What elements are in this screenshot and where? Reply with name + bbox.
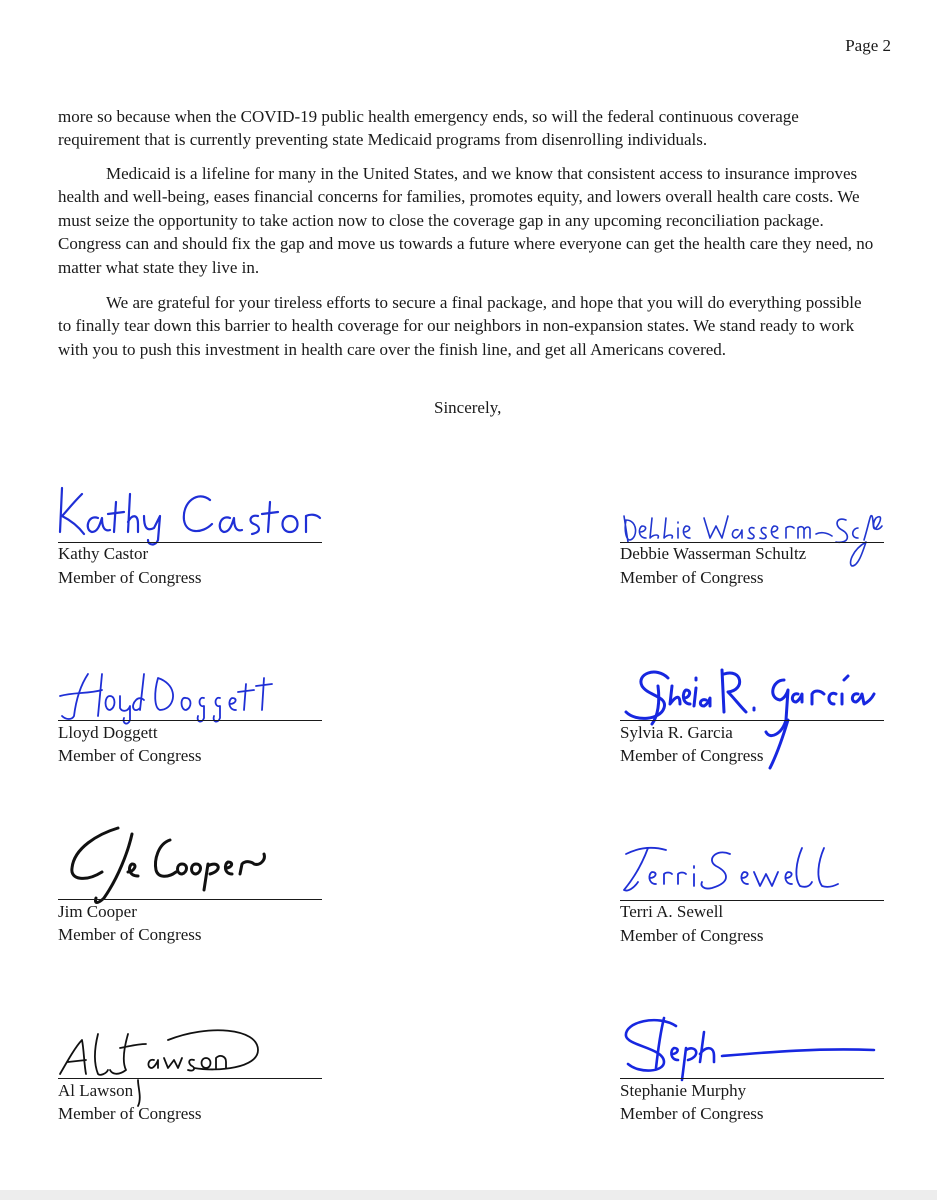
signature-line: [620, 900, 884, 901]
signature-line: [620, 542, 884, 543]
signature-block-cooper: [58, 820, 328, 960]
signatory-title: Member of Congress: [58, 925, 202, 944]
signatory-name: Lloyd Doggett: [58, 723, 158, 742]
signature-lawson-icon: [58, 1020, 328, 1082]
signature-block-wasserman-schultz: [620, 480, 890, 620]
paragraph-gratitude: We are grateful for your tireless efforts to secure a final package, and hope that you will do everything possible to finally tear down this barrier to health coverage for our neighbors in non-expansion states. We stand ready to work with you to push this investment in health care over the finish line, and get all Americans covered.: [58, 293, 862, 359]
signatory-name: Al Lawson: [58, 1081, 134, 1100]
signature-line: [58, 899, 322, 900]
page-bottom-edge: [0, 1190, 937, 1200]
signature-line: [620, 1078, 884, 1079]
signature-block-castor: [58, 480, 328, 620]
signatory-name: Kathy Castor: [58, 544, 149, 563]
signatory-title: Member of Congress: [620, 568, 764, 587]
signatory-title: Member of Congress: [58, 746, 202, 765]
signature-block-lawson: [58, 1020, 328, 1160]
signature-cooper-icon: [58, 820, 328, 910]
signature-castor-icon: [58, 480, 328, 542]
signatory-name: Terri A. Sewell: [620, 902, 724, 921]
closing-salutation: Sincerely,: [434, 398, 502, 417]
signatory-title: Member of Congress: [620, 746, 764, 765]
signatory-name: Debbie Wasserman Schultz: [620, 544, 807, 563]
paragraph-continuation: more so because when the COVID-19 public health emergency ends, so will the federal continuous coverage requirement that is currently preventing state Medicaid programs from disenrolling individuals.: [58, 107, 799, 150]
signature-murphy-icon: [620, 1008, 890, 1088]
signature-block-doggett: [58, 660, 328, 800]
page-number: Page 2: [845, 36, 891, 55]
signatory-title: Member of Congress: [58, 1104, 202, 1123]
signature-line: [58, 1078, 322, 1079]
signatory-name: Jim Cooper: [58, 902, 137, 921]
signatory-title: Member of Congress: [620, 926, 764, 945]
signature-block-garcia: [620, 650, 890, 790]
signature-block-sewell: [620, 838, 890, 978]
signature-line: [620, 720, 884, 721]
signatory-name: Stephanie Murphy: [620, 1081, 747, 1100]
signature-doggett-icon: [58, 660, 328, 722]
signatory-title: Member of Congress: [58, 568, 202, 587]
paragraph-medicaid-lifeline: Medicaid is a lifeline for many in the United States, and we know that consistent access to insurance improves health and well-being, eases financial concerns for families, promotes equity, and lowers overall health care costs. We must seize the opportunity to take action now to close the coverage gap in any upcoming reconciliation package. Congress can and should fix the gap and move us towards a future where everyone can get the health care they need, no matter what state they live in.: [58, 164, 874, 277]
signatory-name: Sylvia R. Garcia: [620, 723, 733, 742]
signature-line: [58, 720, 322, 721]
signature-block-murphy: [620, 1008, 890, 1148]
signatory-title: Member of Congress: [620, 1104, 764, 1123]
signature-sewell-icon: [620, 838, 890, 900]
signature-line: [58, 542, 322, 543]
